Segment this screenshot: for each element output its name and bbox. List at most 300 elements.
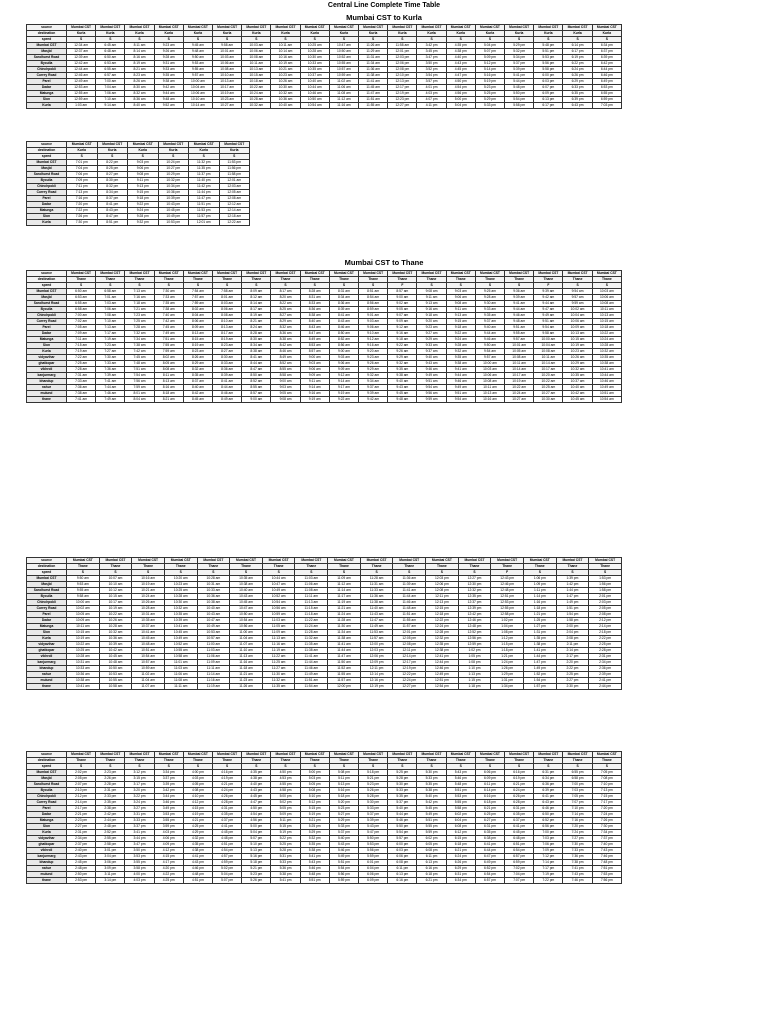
table-cell: 6:55 am [67,301,96,307]
table-cell: 8:01 am [125,391,154,397]
table-cell: Thane [329,277,358,283]
table-cell: S [125,283,154,289]
table-cell: 6:16 pm [388,878,417,884]
table-cell: 5:21 pm [242,866,271,872]
table-cell: 6:41 pm [475,842,504,848]
table-cell: 11:19 am [197,684,230,690]
table-cell: 7:27 am [96,349,125,355]
table-cell: 11:47 pm [189,196,220,202]
table-cell: 10:24 pm [158,160,189,166]
table-cell: S [96,283,125,289]
table-cell: 11:44 am [295,660,328,666]
table-cell: 2:22 pm [556,666,589,672]
table-cell: 5:35 pm [300,842,329,848]
table-cell: 12:27 pm [388,103,417,109]
table-cell: 12:39 am [67,55,96,61]
table-cell: 4:54 pm [213,848,242,854]
table-cell: Mumbai CST [300,271,329,277]
row-header: Masjid [27,776,67,782]
table-cell: 4:11 pm [417,103,446,109]
table-cell: 10:35 am [230,576,263,582]
table-cell: 8:36 am [300,307,329,313]
table-cell: 9:06 am [359,325,388,331]
table-cell: 9:19 am [300,397,329,403]
table-cell: 5:29 pm [505,43,534,49]
table-cell: 11:11 am [295,594,328,600]
table-cell: 10:12 am [99,588,132,594]
table-cell: 11:06 am [329,85,358,91]
table-cell: 5:41 pm [505,73,534,79]
table-cell: 6:26 pm [446,860,475,866]
table-cell: 11:41 am [393,588,426,594]
table-cell: Mumbai CST [96,752,125,758]
table-cell: 9:44 am [446,373,475,379]
table-cell: 7:38 am [67,391,96,397]
table-cell: 5:51 pm [446,788,475,794]
table-cell: 1:47 pm [523,660,556,666]
table-cell: 10:48 am [132,642,165,648]
table-cell: 5:04 pm [446,103,475,109]
table-cell: 3:47 pm [417,55,446,61]
table-cell: 12:54 pm [426,684,459,690]
table-cell: Mumbai CST [359,25,388,31]
table-cell: 3:42 pm [417,43,446,49]
table-cell: 7:46 am [96,391,125,397]
table-cell: 4:29 pm [183,830,212,836]
table-cell: 11:41 am [328,642,361,648]
table-cell: 10:53 am [99,672,132,678]
table-cell: 10:22 am [534,379,563,385]
table-cell: 4:10 pm [183,794,212,800]
table-cell: 8:43 pm [97,208,128,214]
table-cell: 6:26 pm [563,73,592,79]
table-cell: 3:44 pm [125,836,154,842]
table-cell: 7:51 am [154,337,183,343]
table-cell: 6:48 pm [505,836,534,842]
row-header: speed [27,764,67,770]
table-cell: Mumbai CST [242,271,271,277]
table-cell: 10:22 am [242,85,271,91]
table-cell: S [446,37,475,43]
table-cell: Mumbai CST [128,142,159,148]
table-cell: 10:39 pm [158,196,189,202]
table-cell: 10:18 am [592,325,621,331]
row-header: Masjid [27,166,67,172]
table-cell: 8:46 am [213,391,242,397]
row-header: speed [27,283,67,289]
table-cell: 2:23 pm [96,770,125,776]
table-cell: 3:06 pm [96,860,125,866]
row-header: vikhroli [27,654,67,660]
row-header: Kurla [27,103,67,109]
row-header: Mumbai CST [27,160,67,166]
table-cell: Thane [475,758,504,764]
table-cell: 4:38 pm [446,49,475,55]
row-header: Byculla [27,307,67,313]
table-cell: 6:37 pm [592,49,621,55]
table-cell: 5:50 pm [505,91,534,97]
row-header: Masjid [27,295,67,301]
table-cell: 6:35 pm [563,91,592,97]
table-cell: 9:54 am [446,397,475,403]
table-cell: 8:19 am [125,61,154,67]
table-cell: 6:45 pm [505,830,534,836]
table-cell: 10:32 pm [158,178,189,184]
table-cell: 8:40 am [125,103,154,109]
table-cell: S [96,37,125,43]
table-cell: 6:00 pm [388,842,417,848]
table-cell: 9:23 am [359,355,388,361]
table-cell: 2:37 pm [67,842,96,848]
table-cell: 5:10 pm [242,842,271,848]
table-cell: 9:51 am [534,319,563,325]
table-cell: 9:54 am [475,349,504,355]
table-cell: 7:17 pm [534,866,563,872]
table-cell: 8:25 pm [97,166,128,172]
table-cell: 3:50 pm [417,61,446,67]
table-cell: Thane [300,277,329,283]
table-cell: 12:32 pm [458,588,491,594]
table-cell: 7:43 pm [592,848,621,854]
table-cell: 12:06 pm [360,654,393,660]
table-cell: 5:19 pm [300,812,329,818]
table-cell: 10:16 am [271,55,300,61]
table-cell: 2:17 pm [67,806,96,812]
table-cell: 8:33 am [213,361,242,367]
table-cell: 5:23 pm [242,872,271,878]
table-cell: 12:01 pm [393,630,426,636]
table-cell: Thane [417,758,446,764]
table-cell: 9:06 pm [128,166,159,172]
table-cell: 11:41 am [359,79,388,85]
table-cell: 11:36 am [393,576,426,582]
table-cell: 12:38 pm [426,648,459,654]
table-cell: 6:17 pm [563,49,592,55]
row-header: Mumbai CST [27,43,67,49]
table-cell: 7:04 pm [505,872,534,878]
table-cell: 2:40 pm [67,848,96,854]
table-cell: 8:55 am [271,367,300,373]
table-cell: 10:42 am [563,391,592,397]
table-cell: 3:55 pm [154,818,183,824]
row-header: Parel [27,79,67,85]
table-cell: 6:36 pm [534,782,563,788]
table-cell: 9:16 am [388,331,417,337]
row-header: vikhroli [27,367,67,373]
table-cell: 9:28 pm [128,214,159,220]
table-cell: 2:55 pm [96,836,125,842]
table-cell: 4:21 pm [183,818,212,824]
table-cell: Thane [388,277,417,283]
table-cell: 8:28 am [242,331,271,337]
row-header: Sandhurst Road [27,172,67,178]
table-cell: 5:23 pm [359,782,388,788]
table-cell: 7:18 am [125,301,154,307]
table-cell: 11:29 am [359,49,388,55]
table-cell: 9:11 am [417,295,446,301]
table-cell: 9:03 am [446,289,475,295]
table-cell: 12:44 am [67,67,96,73]
table-cell: 7:02 am [67,319,96,325]
table-cell: 8:50 am [242,373,271,379]
section-title-kurla: Mumbai CST to Kurla [346,13,422,22]
table-cell: 8:19 am [242,313,271,319]
table-cell: 12:12 am [219,202,250,208]
table-cell: 6:13 pm [417,860,446,866]
table-cell: 5:14 pm [475,67,504,73]
table-cell: 9:24 am [446,337,475,343]
table-cell: 5:48 pm [534,43,563,49]
table-cell: Mumbai CST [219,142,250,148]
row-header: Currey Road [27,190,67,196]
table-cell: 1:31 pm [523,630,556,636]
table-cell: 8:50 am [329,331,358,337]
table-cell: 10:47 am [197,618,230,624]
table-cell: Kurla [388,31,417,37]
table-cell: 5:12 pm [475,61,504,67]
table-cell: 12:05 am [219,190,250,196]
table-cell: 5:48 pm [505,85,534,91]
table-cell: 1:16 pm [523,600,556,606]
row-header: mulund [27,872,67,878]
table-cell: 4:43 pm [446,61,475,67]
table-cell: Thane [271,758,300,764]
table-cell: 10:03 am [475,367,504,373]
table-cell: 5:03 pm [300,776,329,782]
table-cell: 8:19 am [183,343,212,349]
table-cell: 8:29 am [183,361,212,367]
table-cell: 5:29 pm [300,830,329,836]
table-cell: 5:05 pm [271,806,300,812]
table-cell: 8:32 am [271,325,300,331]
table-cell: 4:40 pm [446,55,475,61]
table-cell: 1:34 pm [491,684,524,690]
table-cell: 11:53 am [360,630,393,636]
table-cell: 9:46 am [475,337,504,343]
table-cell: 10:13 am [475,391,504,397]
table-cell: 2:22 pm [589,636,622,642]
table-cell: 1:02 pm [491,618,524,624]
table-cell: 6:41 pm [505,824,534,830]
table-cell: Mumbai CST [446,25,475,31]
table-cell: 5:43 pm [446,770,475,776]
table-cell: Mumbai CST [271,25,300,31]
table-cell: 12:56 pm [458,636,491,642]
table-cell: 9:33 am [475,307,504,313]
table-cell: Thane [393,564,426,570]
table-cell: 6:57 pm [505,854,534,860]
table-row [27,103,622,109]
table-cell: 10:36 am [271,97,300,103]
table-cell: 11:42 pm [189,184,220,190]
table-cell: 10:10 am [183,97,212,103]
table-cell: 8:34 pm [97,190,128,196]
table-cell: 1:38 pm [523,642,556,648]
table-cell: 2:31 pm [96,788,125,794]
table-cell: 10:54 am [300,103,329,109]
table-cell: 9:55 am [183,67,212,73]
table-cell: 1:08 pm [458,660,491,666]
row-header: Kurla [27,349,67,355]
table-cell: S [505,37,534,43]
table-cell: 9:44 am [534,301,563,307]
table-cell: 1:06 pm [523,576,556,582]
table-cell: 9:50 am [183,55,212,61]
table-cell: 9:37 am [475,319,504,325]
table-cell: 10:34 pm [158,184,189,190]
table-cell: 5:38 pm [417,788,446,794]
table-cell: 3:55 pm [125,860,154,866]
table-cell: 12:14 pm [360,672,393,678]
table-cell: Thane [458,564,491,570]
table-cell: 7:04 am [96,85,125,91]
row-header: kanjurmarg [27,660,67,666]
table-cell: S [446,283,475,289]
table-cell: 4:08 pm [183,788,212,794]
table-cell: Thane [242,758,271,764]
table-cell: 10:49 am [592,385,621,391]
table-cell: 7:33 am [154,295,183,301]
table-cell: 12:08 pm [426,588,459,594]
table-cell: 10:36 am [67,672,100,678]
table-cell: 9:14 am [329,379,358,385]
table-cell: Mumbai CST [505,25,534,31]
table-cell: 10:00 am [183,79,212,85]
table-cell: 2:05 pm [67,776,96,782]
table-cell: 12:48 pm [491,588,524,594]
table-cell: 11:53 pm [189,208,220,214]
table-cell: 9:57 am [505,337,534,343]
table-cell: 1:14 pm [523,594,556,600]
table-cell: 7:17 am [96,331,125,337]
table-cell: 7:24 pm [563,830,592,836]
table-cell: 9:22 am [329,397,358,403]
table-cell: 11:46 am [393,600,426,606]
table-cell: 5:08 pm [300,788,329,794]
table-cell: 10:27 am [534,391,563,397]
table-cell: 11:28 am [360,576,393,582]
table-cell: 6:19 pm [505,776,534,782]
table-cell: 6:34 pm [592,43,621,49]
table-cell: 9:55 am [505,331,534,337]
table-cell: S [388,37,417,43]
table-cell: 6:13 pm [388,872,417,878]
table-cell: 6:46 pm [534,806,563,812]
table-cell: 5:41 pm [271,878,300,884]
table-cell: 6:39 pm [563,97,592,103]
table-cell: 8:34 am [329,295,358,301]
table-cell: 10:44 am [592,373,621,379]
table-cell: 10:08 am [505,355,534,361]
table-cell: 10:40 am [563,385,592,391]
table-cell: 5:51 pm [300,878,329,884]
table-cell: 10:53 pm [158,220,189,226]
table-cell: 8:20 am [271,295,300,301]
row-header: Currey Road [27,606,67,612]
table-cell: 2:34 pm [67,836,96,842]
table-cell: 8:41 am [329,313,358,319]
row-header: Byculla [27,594,67,600]
table-cell: 5:33 pm [417,776,446,782]
table-cell: 1:31 pm [491,678,524,684]
table-cell: 7:40 pm [592,842,621,848]
table-cell: 9:27 am [417,331,446,337]
table-cell: 11:01 am [164,660,197,666]
table-cell: 8:40 am [183,385,212,391]
table-cell: 9:45 am [183,43,212,49]
table-cell: 10:11 am [67,624,100,630]
table-cell: 3:01 pm [96,848,125,854]
table-cell: Mumbai CST [475,271,504,277]
table-cell: 10:19 am [99,606,132,612]
table-cell: Thane [359,758,388,764]
table-cell: 4:12 pm [183,800,212,806]
table-row [27,684,622,690]
table-cell: 4:16 pm [213,770,242,776]
row-header: Matunga [27,624,67,630]
table-cell: 8:14 am [242,301,271,307]
table-cell: S [262,570,295,576]
table-cell: 4:48 pm [213,836,242,842]
table-cell: 5:21 pm [300,818,329,824]
table-cell: 5:18 pm [329,794,358,800]
table-cell: 12:27 pm [393,684,426,690]
table-cell: 11:58 pm [219,172,250,178]
table-cell: 9:03 am [329,355,358,361]
table-cell: S [417,764,446,770]
table-cell: 6:55 pm [563,770,592,776]
table-cell: 2:31 pm [589,654,622,660]
table-cell: 8:29 am [271,319,300,325]
table-cell: 4:19 pm [183,812,212,818]
table-cell: 7:41 am [67,397,96,403]
table-cell: S [67,283,96,289]
table-cell: S [183,764,212,770]
table-cell: 7:56 am [125,379,154,385]
table-cell: 5:16 pm [475,73,504,79]
table-cell: 2:27 pm [67,824,96,830]
table-cell: Thane [523,564,556,570]
table-cell: 1:13 pm [458,672,491,678]
table-cell: Mumbai CST [592,25,621,31]
table-cell: 5:00 pm [446,97,475,103]
table-cell: 9:03 am [300,361,329,367]
table-cell: 5:43 pm [329,842,358,848]
table-cell: 7:33 am [67,379,96,385]
row-header: Sion [27,343,67,349]
table-cell: 9:41 am [446,367,475,373]
table-cell: 2:12 pm [67,794,96,800]
row-header: mulund [27,391,67,397]
table-cell: 9:45 am [388,391,417,397]
table-cell: 8:02 am [154,355,183,361]
table-cell: 10:13 am [213,79,242,85]
table-cell: Mumbai CST [446,271,475,277]
table-cell: 11:16 am [197,678,230,684]
table-cell: 7:58 am [213,289,242,295]
table-cell: 12:53 am [67,85,96,91]
table-cell: Thane [589,564,622,570]
row-header: Matunga [27,818,67,824]
table-cell: S [158,154,189,160]
table-cell: 1:54 pm [523,678,556,684]
table-cell: 8:44 am [242,361,271,367]
table-cell: 2:01 pm [589,594,622,600]
table-cell: Mumbai CST [563,25,592,31]
table-cell: 12:11 pm [426,594,459,600]
table-cell: 1:21 pm [491,654,524,660]
table-cell: 11:25 am [262,660,295,666]
